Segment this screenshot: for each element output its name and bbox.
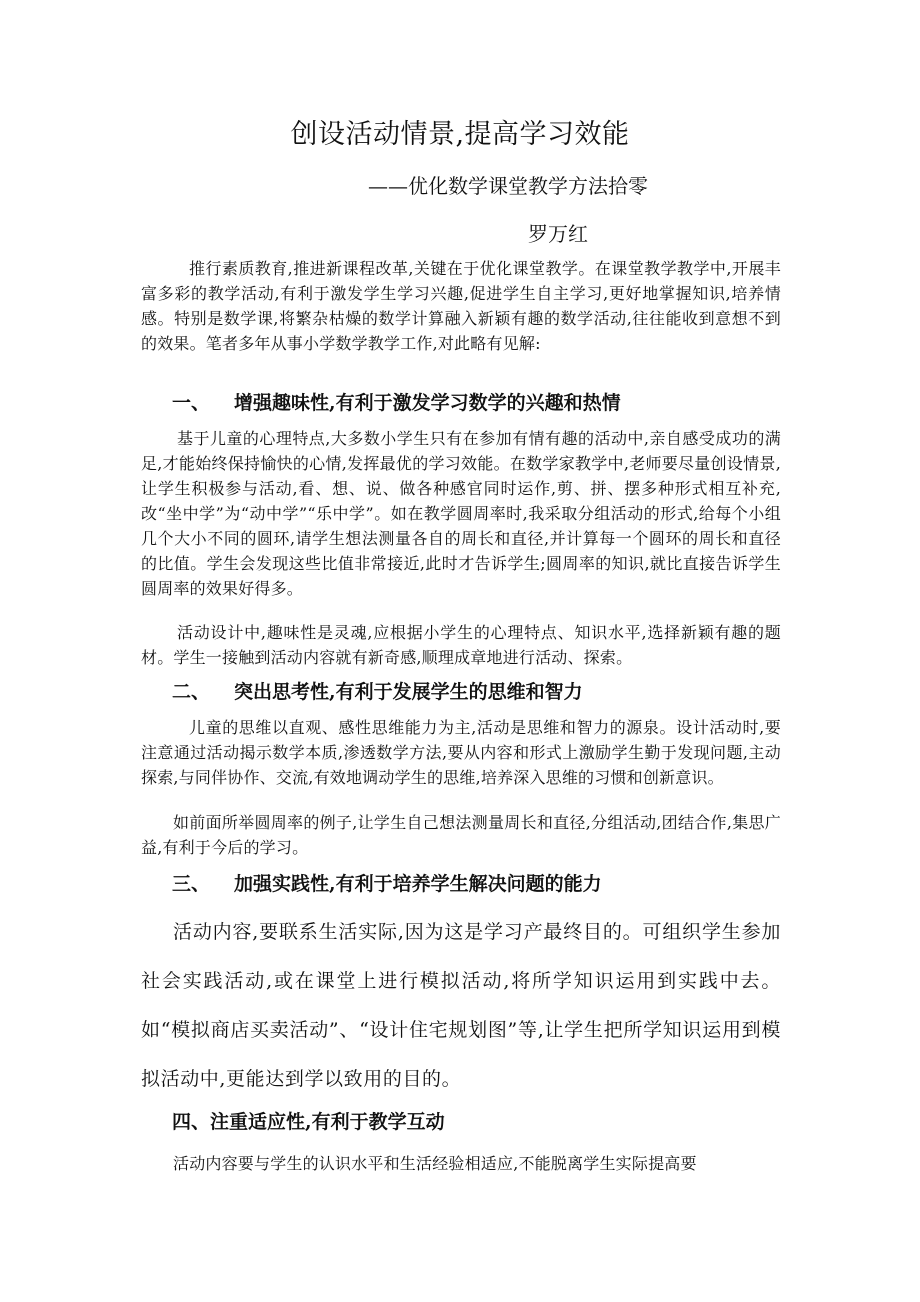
document-title: 创设活动情景,提高学习效能 — [290, 119, 630, 150]
section-heading-text: 加强实践性,有利于培养学生解决问题的能力 — [234, 873, 602, 895]
document-subtitle: ——优化数学课堂教学方法拾零 — [368, 174, 648, 198]
body-paragraph: 基于儿童的心理特点,大多数小学生只有在参加有情有趣的活动中,亲自感受成功的满足,才能始终保持愉快的心情,发挥最优的学习效能。在数学家教学中,老师要尽量创设情景,让学生积极参与活动,看、想、说、做各种感官同时运作,剪、拼、摆多种形式相互补充,改“坐中学”为“动中学”“乐中学”。如在教学圆周率时,我采取分组活动的形式,给每个小组几个大小不同的圆环,请学生想法测量各自的周长和直径,并计算每一个圆环的周长和直径的比值。学生会发现这些比值非常接近,此时才告诉学生;圆周率的知识,就比直接告诉学生圆周率的效果好得多。 — [141, 429, 781, 598]
section-heading-1 — [172, 389, 792, 417]
section-heading-text: 增强趣味性,有利于激发学习数学的兴趣和热情 — [234, 392, 621, 414]
section-heading-2 — [172, 678, 792, 706]
section-heading-3 — [172, 870, 792, 898]
body-paragraph: 活动内容要与学生的认识水平和生活经验相适应,不能脱离学生实际提高要 — [173, 1154, 697, 1173]
section-number: 一、 — [172, 392, 211, 414]
section-heading-text: 四、注重适应性,有利于教学互动 — [172, 1111, 445, 1133]
body-paragraph: 如前面所举圆周率的例子,让学生自己想法测量周长和直径,分组活动,团结合作,集思广益,有利于今后的学习。 — [141, 813, 781, 857]
body-paragraph: 儿童的思维以直观、感性思维能力为主,活动是思维和智力的源泉。设计活动时,要注意通过活动揭示数学本质,渗透数学方法,要从内容和形式上激励学生勤于发现问题,主动探索,与同伴协作、交流,有效地调动学生的思维,培养深入思维的习惯和创新意识。 — [141, 718, 781, 787]
section-number: 二、 — [172, 681, 211, 703]
section-heading-text: 突出思考性,有利于发展学生的思维和智力 — [234, 681, 583, 703]
section-heading-4 — [172, 1108, 792, 1136]
body-paragraph: 活动设计中,趣味性是灵魂,应根据小学生的心理特点、知识水平,选择新颖有趣的题材。学生一接触到活动内容就有新奇感,顺理成章地进行活动、探索。 — [141, 623, 781, 667]
section-number: 三、 — [172, 873, 211, 895]
intro-paragraph: 推行素质教育,推进新课程改革,关键在于优化课堂教学。在课堂教学教学中,开展丰富多彩的教学活动,有利于激发学生学习兴趣,促进学生自主学习,更好地掌握知识,培养情感。特别是数学课,将繁杂枯燥的数学计算融入新颖有趣的数学活动,往往能收到意想不到的效果。笔者多年从事小学数学教学工作,对此略有见解: — [141, 259, 781, 353]
body-paragraph: 活动内容,要联系生活实际,因为这是学习产最终目的。可组织学生参加社会实践活动,或在课堂上进行模拟活动,将所学知识运用到实践中去。如“模拟商店买卖活动”、“设计住宅规划图”等,让学生把所学知识运用到模拟活动中,更能达到学以致用的目的。 — [141, 921, 781, 1090]
author-name: 罗万红 — [528, 222, 588, 246]
